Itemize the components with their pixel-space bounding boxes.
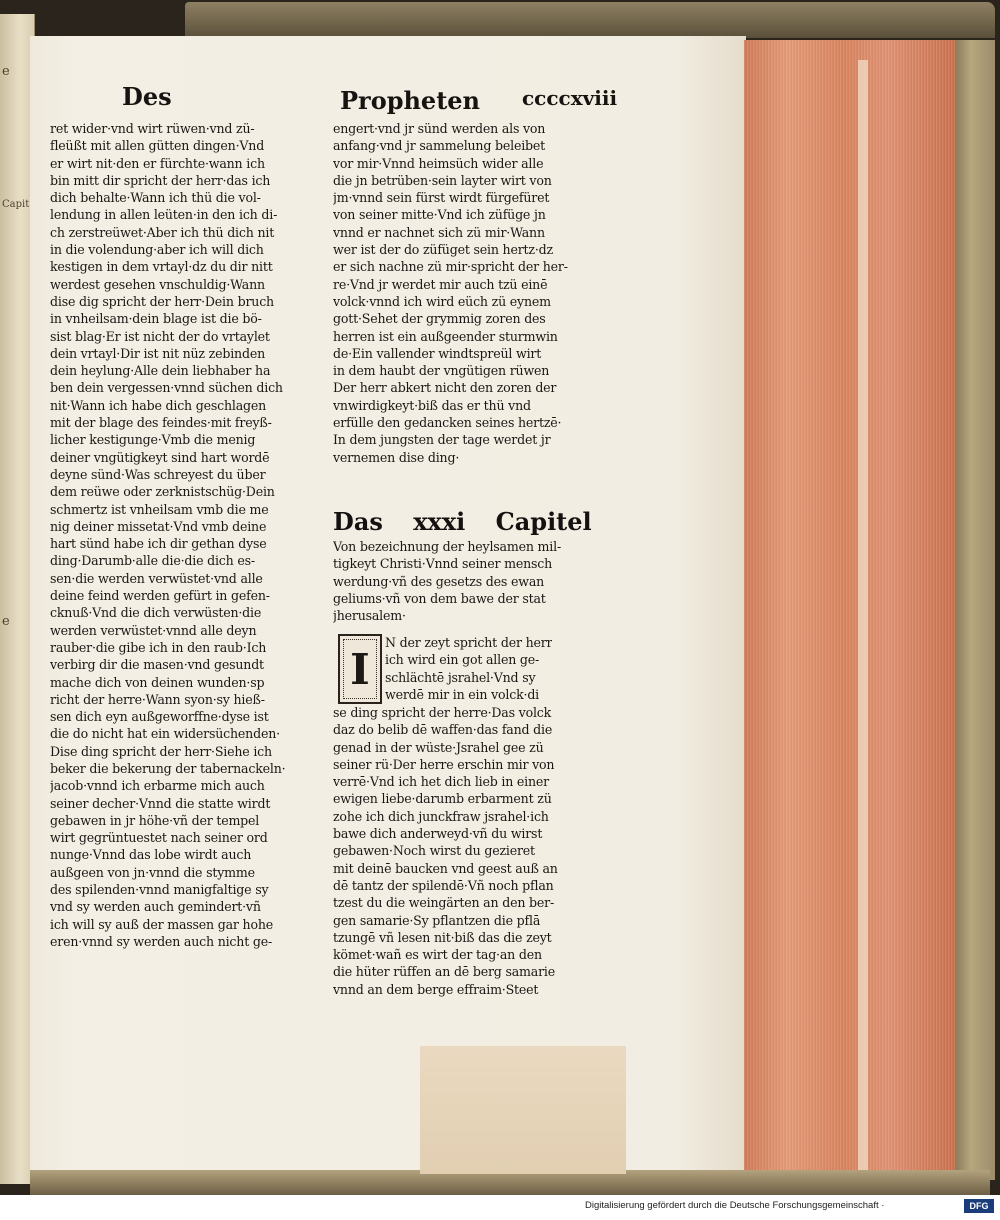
- text-line: außgeen von jn·vnnd die stymme: [50, 864, 255, 880]
- text-line: ben dein vergessen·vnnd süchen dich: [50, 380, 283, 396]
- text-line: licher kestigunge·Vmb die menig: [50, 432, 256, 448]
- text-line: deyne sünd·Was schreyest du über: [50, 466, 266, 482]
- text-line: schlächtē jsrahel·Vnd sy: [385, 669, 536, 685]
- page-fore-edge: [744, 40, 964, 1175]
- text-line: gen samarie·Sy pflantzen die pflā: [333, 912, 541, 928]
- text-line: nit·Wann ich habe dich geschlagen: [50, 397, 267, 413]
- text-line: sen·die werden verwüstet·vnd alle: [50, 570, 263, 586]
- text-line: jherusalem·: [333, 608, 406, 624]
- text-line: mache dich von deinen wunden·sp: [50, 674, 265, 690]
- text-line: ding·Darumb·alle die·die dich es-: [50, 553, 255, 569]
- text-line: deine feind werden gefürt in gefen-: [50, 588, 270, 604]
- text-line: zohe ich dich junckfraw jsrahel·ich: [333, 808, 549, 824]
- text-line: in die volendung·aber ich will dich: [50, 242, 264, 258]
- text-line: vor mir·Vnnd heimsüch wider alle: [333, 155, 544, 171]
- text-line: ich will sy auß der massen gar hohe: [50, 916, 274, 932]
- text-line: tzungē vñ lesen nit·biß das die zeyt: [333, 929, 552, 945]
- left-text-column: [50, 120, 285, 950]
- text-line: mit deinē baucken vnd geest auß an: [333, 860, 558, 876]
- text-line: Von bezeichnung der heylsamen mil-: [333, 539, 562, 554]
- text-line: wirt gegrüntuestet nach seiner ord: [50, 830, 268, 846]
- text-beside-initial: [385, 634, 552, 703]
- text-line: werdung·vñ des gesetzs des ewan: [333, 573, 545, 589]
- margin-glyph: e: [2, 614, 10, 629]
- text-line: bin mitt dir spricht der herr·das ich: [50, 172, 271, 188]
- text-line: daz do belib dē waffen·das fand die: [333, 722, 553, 738]
- chapter-heading: Das xxxi Capitel: [333, 507, 592, 536]
- text-line: fleüßt mit allen gütten dingen·Vnd: [50, 138, 265, 154]
- text-line: anfang·vnd jr sammelung beleibet: [333, 138, 546, 154]
- digitization-credit: Digitalisierung gefördert durch die Deutsche Forschungsgemeinschaft ·: [585, 1200, 885, 1211]
- text-line: gebawen·Noch wirst du gezieret: [333, 843, 535, 859]
- text-line: in dem haubt der vngütigen rüwen: [333, 363, 550, 379]
- running-head-center: Propheten: [340, 86, 481, 115]
- text-line: sen dich eyn außgeworffne·dyse ist: [50, 709, 269, 725]
- text-line: verbirg dir die masen·vnd gesundt: [50, 657, 264, 673]
- text-line: jacob·vnnd ich erbarme mich auch: [50, 778, 265, 794]
- text-line: hart sünd habe ich dir gethan dyse: [50, 536, 267, 552]
- text-line: vnd sy werden auch gemindert·vñ: [50, 899, 261, 915]
- paper-repair-patch: [420, 1046, 626, 1174]
- text-line: Dise ding spricht der herr·Siehe ich: [50, 743, 272, 759]
- page-fore-edge-gap: [858, 60, 868, 1170]
- text-line: beker die bekerung der tabernackeln·: [50, 760, 286, 776]
- text-line: In dem jungsten der tage werdet jr: [333, 432, 551, 448]
- text-line: vnnd an dem berge effraim·Steet: [333, 981, 539, 997]
- running-head-left: Des: [122, 82, 172, 111]
- text-line: re·Vnd jr werdet mir auch tzü einē: [333, 276, 548, 292]
- text-line: verrē·Vnd ich het dich lieb in einer: [333, 774, 549, 790]
- text-line: deiner vngütigkeyt sind hart wordē: [50, 449, 270, 465]
- decorated-initial: I: [338, 634, 382, 704]
- text-line: dich behalte·Wann ich thü die vol-: [50, 190, 261, 206]
- text-line: kestigen in dem vrtayl·dz du dir nitt: [50, 259, 273, 275]
- text-line: se ding spricht der herre·Das volck: [333, 705, 552, 720]
- margin-glyph: Capit: [2, 199, 30, 210]
- text-line: ret wider·vnd wirt rüwen·vnd zü-: [50, 121, 255, 136]
- text-line: nig deiner missetat·Vnd vmb deine: [50, 518, 267, 534]
- text-line: des spilenden·vnnd manigfaltige sy: [50, 882, 269, 898]
- text-line: N der zeyt spricht der herr: [385, 635, 553, 650]
- folio-number: ccccxviii: [522, 86, 618, 110]
- margin-glyph: e: [2, 64, 10, 79]
- text-line: dē tantz der spilendē·Vñ noch pflan: [333, 877, 554, 893]
- text-line: werdē mir in ein volck·di: [385, 686, 540, 702]
- text-line: engert·vnd jr sünd werden als von: [333, 121, 546, 136]
- text-line: cknuß·Vnd die dich verwüsten·die: [50, 605, 262, 621]
- text-line: Der herr abkert nicht den zoren der: [333, 380, 557, 396]
- text-line: in vnheilsam·dein blage ist die bö-: [50, 311, 262, 327]
- text-line: kömet·wañ es wirt der tag·an den: [333, 947, 542, 963]
- chapter-body: [333, 704, 558, 998]
- dfg-logo: DFG: [964, 1199, 994, 1213]
- text-line: mit der blage des feindes·mit freyß-: [50, 415, 272, 431]
- text-line: vernemen dise ding·: [333, 449, 460, 465]
- text-line: werden verwüstet·vnnd alle deyn: [50, 622, 257, 638]
- text-line: ich wird ein got allen ge-: [385, 652, 540, 668]
- text-line: erfülle den gedancken seines hertzē·: [333, 415, 562, 431]
- text-line: tzest du die weingärten an den ber-: [333, 895, 555, 911]
- text-line: volck·vnnd ich wird eüch zü eynem: [333, 293, 551, 309]
- text-line: ch zerstreüwet·Aber ich thü dich nit: [50, 224, 275, 240]
- text-line: vnnd er nachnet sich zü mir·Wann: [333, 224, 545, 240]
- text-line: geliums·vñ von dem bawe der stat: [333, 590, 546, 606]
- text-line: lendung in allen leüten·in den ich di-: [50, 207, 278, 223]
- text-line: er wirt nit·den er fürchte·wann ich: [50, 155, 265, 171]
- text-line: seiner rü·Der herre erschin mir von: [333, 756, 555, 772]
- text-line: genad in der wüste·Jsrahel gee zü: [333, 739, 544, 755]
- text-line: dem reüwe oder zerknistschüg·Dein: [50, 484, 275, 500]
- chapter-summary: [333, 538, 561, 624]
- text-line: herren ist ein außgeender sturmwin: [333, 328, 558, 344]
- text-line: dise dig spricht der herr·Dein bruch: [50, 293, 274, 309]
- right-text-column-top: [333, 120, 568, 466]
- text-line: bawe dich anderweyd·vñ du wirst: [333, 826, 543, 842]
- text-line: rauber·die gibe ich in den raub·Ich: [50, 639, 267, 655]
- text-line: vnwirdigkeyt·biß das er thü vnd: [333, 397, 531, 413]
- text-line: jm·vnnd sein fürst wirdt fürgefüret: [333, 190, 550, 206]
- text-line: eren·vnnd sy werden auch nicht ge-: [50, 933, 273, 949]
- text-line: dein vrtayl·Dir ist nit nüz zebinden: [50, 345, 265, 361]
- text-line: von seiner mitte·Vnd ich züfüge jn: [333, 207, 546, 223]
- text-line: die do nicht hat ein widersüchenden·: [50, 726, 280, 742]
- cover-edge: [955, 40, 995, 1180]
- text-line: er sich nachne zü mir·spricht der her-: [333, 259, 568, 275]
- text-line: gott·Sehet der grymmig zoren des: [333, 311, 546, 327]
- text-line: de·Ein vallender windtspreül wirt: [333, 345, 542, 361]
- text-line: seiner decher·Vnnd die statte wirdt: [50, 795, 271, 811]
- text-line: die jn betrüben·sein layter wirt von: [333, 172, 552, 188]
- text-line: die hüter rüffen an dē berg samarie: [333, 964, 555, 980]
- text-line: tigkeyt Christi·Vnnd seiner mensch: [333, 556, 553, 572]
- text-line: dein heylung·Alle dein liebhaber ha: [50, 363, 271, 379]
- text-line: wer ist der do züfüget sein hertz·dz: [333, 242, 553, 258]
- text-line: gebawen in jr höhe·vñ der tempel: [50, 812, 260, 828]
- text-line: richt der herre·Wann syon·sy hieß-: [50, 691, 265, 707]
- text-line: ewigen liebe·darumb erbarment zü: [333, 791, 552, 807]
- text-line: sist blag·Er ist nicht der do vrtaylet: [50, 328, 270, 344]
- book-binding: [185, 2, 995, 38]
- text-line: nunge·Vnnd das lobe wirdt auch: [50, 847, 252, 863]
- text-line: werdest gesehen vnschuldig·Wann: [50, 276, 265, 292]
- text-line: schmertz ist vnheilsam vmb die me: [50, 501, 269, 517]
